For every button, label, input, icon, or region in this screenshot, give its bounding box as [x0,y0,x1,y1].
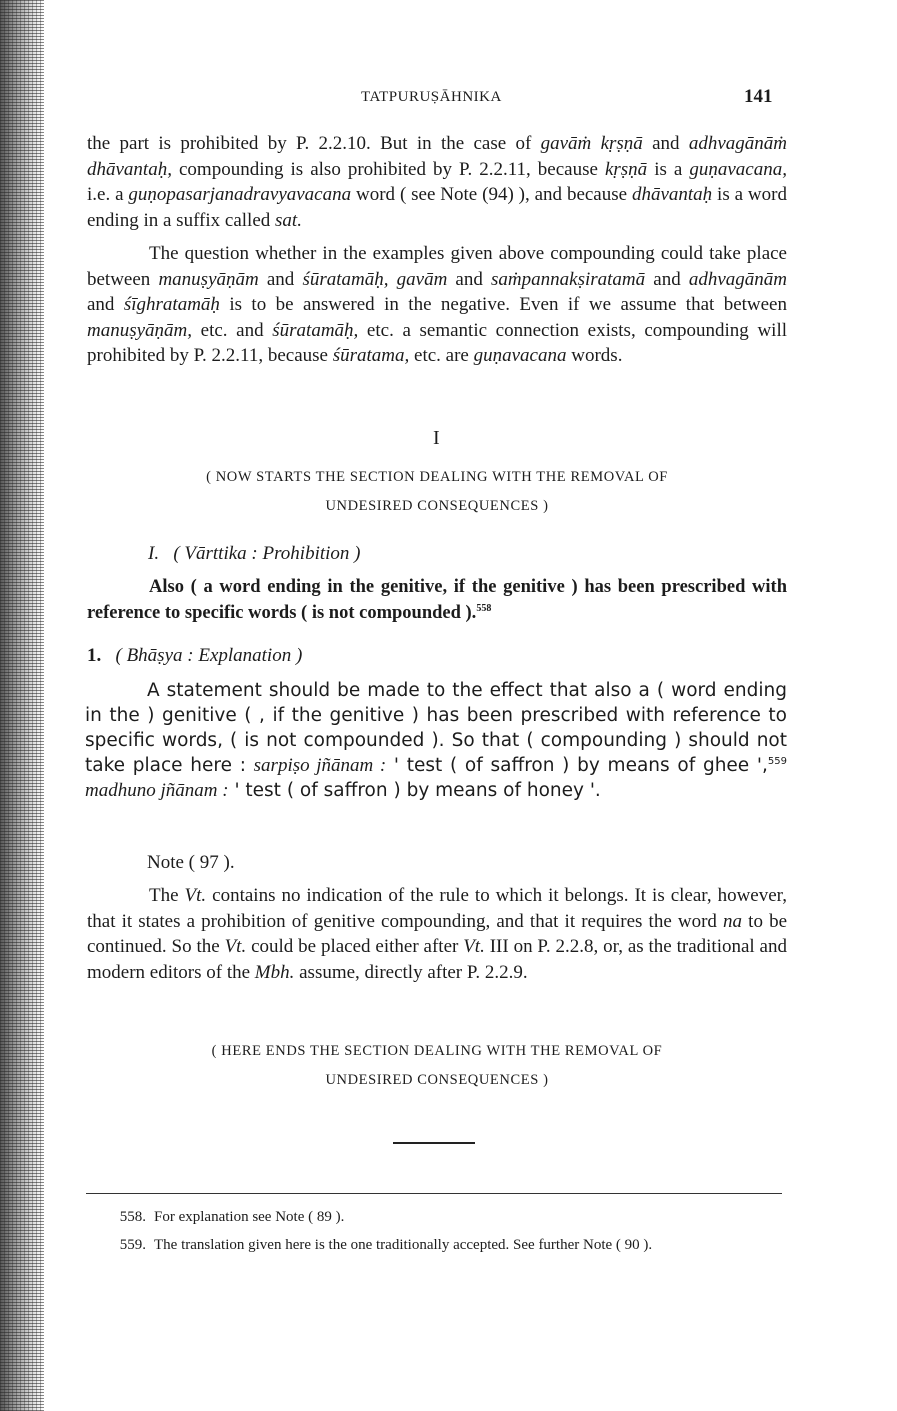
footnote-ref-559: 559 [767,755,787,767]
footnote-rule [86,1193,782,1194]
varttika-text: Also ( a word ending in the genitive, if the genitive ) has been prescribed with reference to specific words ( is not compounded ).$^{558}$ [87,577,787,623]
footnote-text: For explanation see Note ( 89 ). [154,1209,345,1225]
bhasya-heading [87,645,302,667]
footnote-number: 558. [119,1209,146,1225]
page-edge-scan-shadow [0,0,44,1411]
footnote-text: The translation given here is the one traditionally accepted. See further Note ( 90 ). [154,1237,653,1253]
varttika-label: ( Vārttika : Prohibition ) [173,543,361,564]
running-title: TATPURUṢĀHNIKA [361,89,502,105]
footnote-ref-558: 558 [476,602,492,614]
section-end-line1: ( HERE ENDS THE SECTION DEALING WITH THE REMOVAL OF [211,1043,663,1059]
varttika-number: I. [148,543,160,564]
footnote-558 [84,1205,784,1229]
section-divider [393,1142,475,1144]
bhasya-text: A statement should be made to the effect that also a ( word ending in the ) genitive ( , if the genitive ) has been prescribed with reference to specific words, ( is not compounded ). So that ( compounding ) should not take place here : sarpiṣo jñānam : ' test ( of saffron ) by means of ghee ',$^{559}$ madhuno jñānam : ' test ( of saffron ) by means of honey '. [85,680,787,801]
section-start-line2: UNDESIRED CONSEQUENCES ) [325,498,549,514]
bhasya-number: 1. [87,645,102,666]
section-number: I [433,427,440,449]
section-start-line1: ( NOW STARTS THE SECTION DEALING WITH THE REMOVAL OF [206,469,668,485]
page-number: 141 [744,86,773,107]
paragraph-compounding-prohibited: the part is prohibited by P. 2.2.10. But in the case of gavāṁ kṛṣṇā and adhvagānāṁ dhāvantaḥ, compounding is also prohibited by P. 2.2.11, because kṛṣṇā is a guṇavacana, i.e. a guṇopasarjanadravyavacana word ( see Note (94) ), and because dhāvantaḥ is a word ending in a suffix called sat. [87,133,787,231]
footnote-559 [84,1233,784,1257]
footnote-number: 559. [119,1237,146,1253]
bhasya-label: ( Bhāṣya : Explanation ) [115,645,303,666]
varttika-heading [148,543,361,565]
paragraph-semantic-connection: The question whether in the examples given above compounding could take place between manuṣyāṇām and śūratamāḥ, gavām and saṁpannakṣiratamā and adhvagānām and śīghratamāḥ is to be answered in the negative. Even if we assume that between manuṣyāṇām, etc. and śūratamāḥ, etc. a semantic connection exists, compounding will prohibited by P. 2.2.11, because śūratama, etc. are guṇavacana words. [87,243,788,366]
note-text: The Vt. contains no indication of the rule to which it belongs. It is clear, however, that it states a prohibition of genitive compounding, and that it requires the word na to be continued. So the Vt. could be placed either after Vt. III on P. 2.2.8, or, as the traditional and modern editors of the Mbh. assume, directly after P. 2.2.9. [87,885,788,983]
section-end-line2: UNDESIRED CONSEQUENCES ) [325,1072,549,1088]
note-heading: Note ( 97 ). [147,852,235,873]
